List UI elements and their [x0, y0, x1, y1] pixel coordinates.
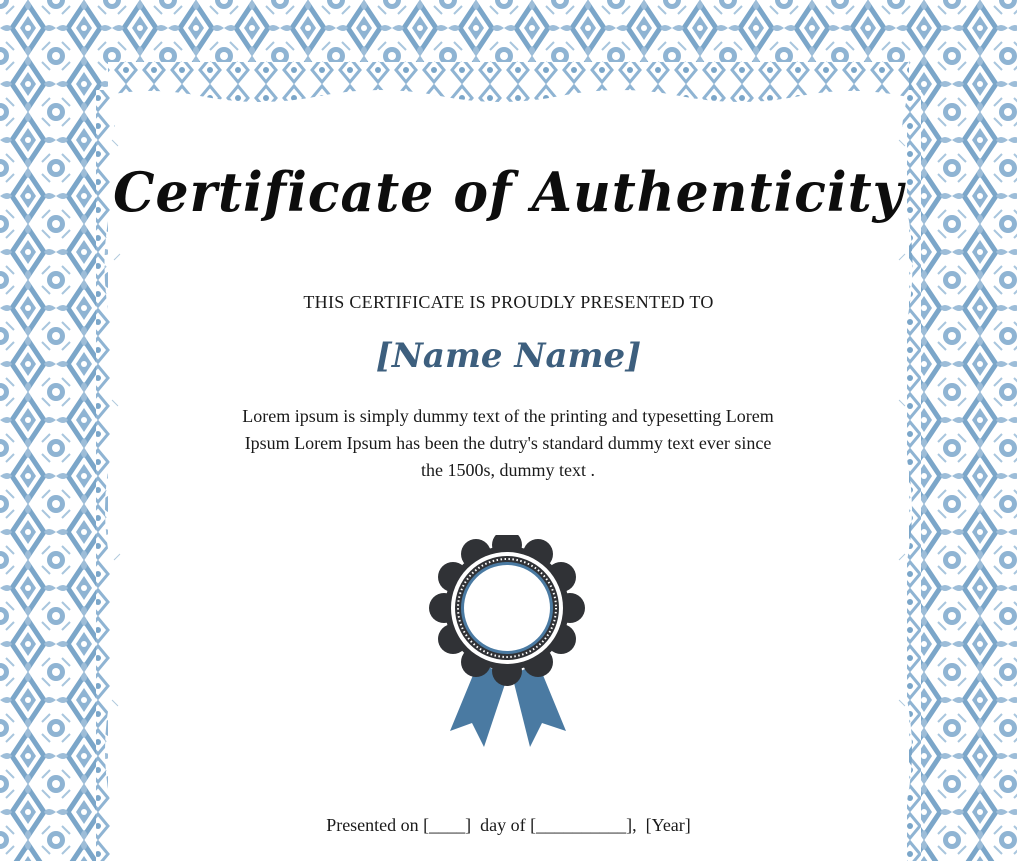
certificate-body-text: Lorem ipsum is simply dummy text of the printing and typesetting Lorem Ipsum Lorem Ipsum has been the dutry's standard dummy text ever since the 1500s, dummy text .: [242, 406, 774, 480]
award-rosette-icon: [420, 535, 595, 755]
presented-on-line[interactable]: Presented on [____] day of [__________], [Year]: [326, 815, 691, 835]
presented-to-label: THIS CERTIFICATE IS PROUDLY PRESENTED TO: [303, 292, 714, 312]
certificate-title: Certificate of Authenticity: [113, 160, 904, 225]
recipient-name[interactable]: [Name Name]: [375, 336, 642, 376]
